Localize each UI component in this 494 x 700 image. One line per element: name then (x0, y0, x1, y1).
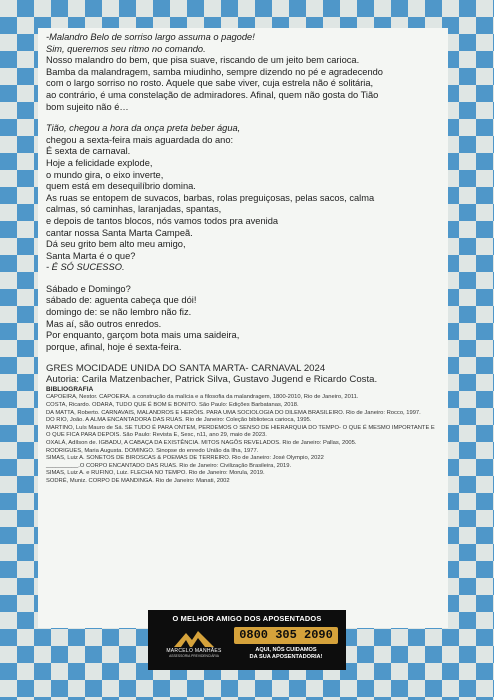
poem-line: e depois de tantos blocos, nós vamos todos pra avenida (46, 215, 279, 226)
bibliography-list (46, 394, 440, 485)
bibliography-entry: SIMAS, Luiz A. SONETOS DE BIROSCAS & POEMAS DE TERREIRO. Rio de Janeiro: José Olympio, 2022 (46, 455, 324, 462)
ad-note-line: DA SUA APOSENTADORIA! (249, 654, 323, 660)
stanza-2 (46, 123, 440, 274)
poem-line: calmas, só caminhas, laranjadas, spantas, (46, 204, 222, 215)
ad-note-line: AQUI, NÓS CUIDAMOS (255, 647, 317, 653)
poem-line: bom sujeito não é… (46, 101, 129, 112)
poem-line: domingo de: se não lembro não fiz. (46, 307, 192, 318)
mountain-logo-icon (172, 628, 216, 648)
poem-line: Nosso malandro do bem, que pisa suave, riscando de um jeito bem carioca. (46, 55, 360, 66)
poem-line: Bamba da malandragem, samba miudinho, sempre dizendo no pé e agradecendo (46, 66, 383, 77)
ad-note (234, 647, 338, 661)
bibliography-entry: __________.O CORPO ENCANTADO DAS RUAS. Rio de Janeiro: Civilização Brasileira, 2019. (46, 462, 292, 469)
poem-line: Sim, queremos seu ritmo no comando. (46, 43, 206, 54)
bibliography-entry: COSTA, Ricardo. ODARA, TUDO QUE É BOM E BONITO. São Paulo: Edições Barbatanas, 2018. (46, 402, 299, 409)
poem-line: Dá seu grito bem alto meu amigo, (46, 239, 186, 250)
poem-line: com o largo sorriso no rosto. Aquele que sabe viver, cuja estrela não é solitária, (46, 78, 374, 89)
text-page (38, 28, 448, 628)
ad-phone-number[interactable]: 0800 305 2090 (234, 627, 338, 644)
stanza-3 (46, 284, 440, 354)
credits-title: GRES MOCIDADE UNIDA DO SANTA MARTA- CARNAVAL 2024 (46, 363, 326, 375)
poem-line: - É SÓ SUCESSO. (46, 262, 125, 273)
poem-line: Mas aí, são outros enredos. (46, 318, 162, 329)
poem-line: sábado de: aguenta cabeça que dói! (46, 295, 197, 306)
poem-line: o mundo gira, o eixo inverte, (46, 169, 164, 180)
ad-brand: MARCELO MANHÃES (166, 648, 222, 654)
poem-line: porque, afinal, hoje é sexta-feira. (46, 341, 182, 352)
poem-line: quem está em desequilíbrio domina. (46, 181, 196, 192)
poem-line: É sexta de carnaval. (46, 146, 131, 157)
poem-line: Tião, chegou a hora da onça preta beber água, (46, 123, 241, 134)
bibliography-entry: DO RIO, João. A ALMA ENCANTADORA DAS RUAS. Rio de Janeiro: Coleção biblioteca carioca, 1995. (46, 417, 312, 424)
bibliography-entry: DA MATTA, Roberto. CARNAVAIS, MALANDROS E HERÓIS. PARA UMA SOCIOLOGIA DO DILEMA BRASILEIRO. Rio de Janeiro: Rocco, 1997. (46, 409, 421, 416)
advertisement-banner[interactable] (148, 610, 346, 670)
poem-line: Sábado e Domingo? (46, 283, 131, 294)
bibliography-entry: OXALÁ, Adílson de. IGBADU, A CABAÇA DA EXISTÊNCIA. MITOS NAGÔS REVELADOS. Rio de Janeiro: Pallas, 2005. (46, 440, 357, 446)
poem-line: ao contrário, é uma constelação de admiradores. Afinal, quem não gosta do Tião (46, 89, 379, 100)
bibliography-heading: BIBLIOGRAFIA (46, 386, 94, 394)
poem-line: Santa Marta é o que? (46, 250, 136, 261)
poem-line: As ruas se entopem de suvacos, barbas, rolas preguiçosas, pelas sacos, calma (46, 192, 375, 203)
bibliography-entry: RODRIGUES, Maria Augusta. DOMINGO. Sinopse do enredo União da Ilha, 1977. (46, 447, 259, 454)
credits-authors: Autoria: Carila Matzenbacher, Patrick Silva, Gustavo Jugend e Ricardo Costa. (46, 374, 378, 386)
poem-line: Hoje a felicidade explode, (46, 157, 153, 168)
bibliography-entry: SIMAS, Luiz A. e RUFINO, Luiz. FLECHA NO TEMPO. Rio de Janeiro: Morula, 2019. (46, 470, 265, 477)
poem-line: chegou a sexta-feira mais aguardada do ano: (46, 134, 234, 145)
bibliography-entry: CAPOEIRA, Nestor. CAPOEIRA. a construção da malícia e a filosofia da malandragem, 1800-2010, Rio de Janeiro, 2011. (46, 394, 359, 401)
ad-brand-sub: ASSESSORIA PREVIDENCIÁRIA (169, 654, 219, 658)
poem (46, 32, 440, 353)
poem-line: -Malandro Belo de sorriso largo assuma o pagode! (46, 32, 255, 42)
ad-headline: O MELHOR AMIGO DOS APOSENTADOS (172, 614, 322, 623)
ad-logo (156, 628, 232, 668)
bibliography-entry: MARTINO, Luís Mauro de Sá. SE TUDO É PARA ONTEM, PERDEMOS O SENSO DE HIERARQUIA DO TEMPO- O QUE É MESMO IMPORTANTE E O QUE FICA PARA DEPOIS. São Paulo: Revista E, Sesc, n11, ano 29, maio de 2023. (46, 424, 435, 439)
bibliography-entry: SODRÉ, Muniz. CORPO DE MANDINGA. Rio de Janeiro: Manati, 2002 (46, 477, 230, 484)
stanza-1 (46, 32, 440, 113)
poem-line: Por enquanto, garçom bota mais uma saideira, (46, 330, 240, 341)
poem-line: cantar nossa Santa Marta Campeã. (46, 227, 193, 238)
